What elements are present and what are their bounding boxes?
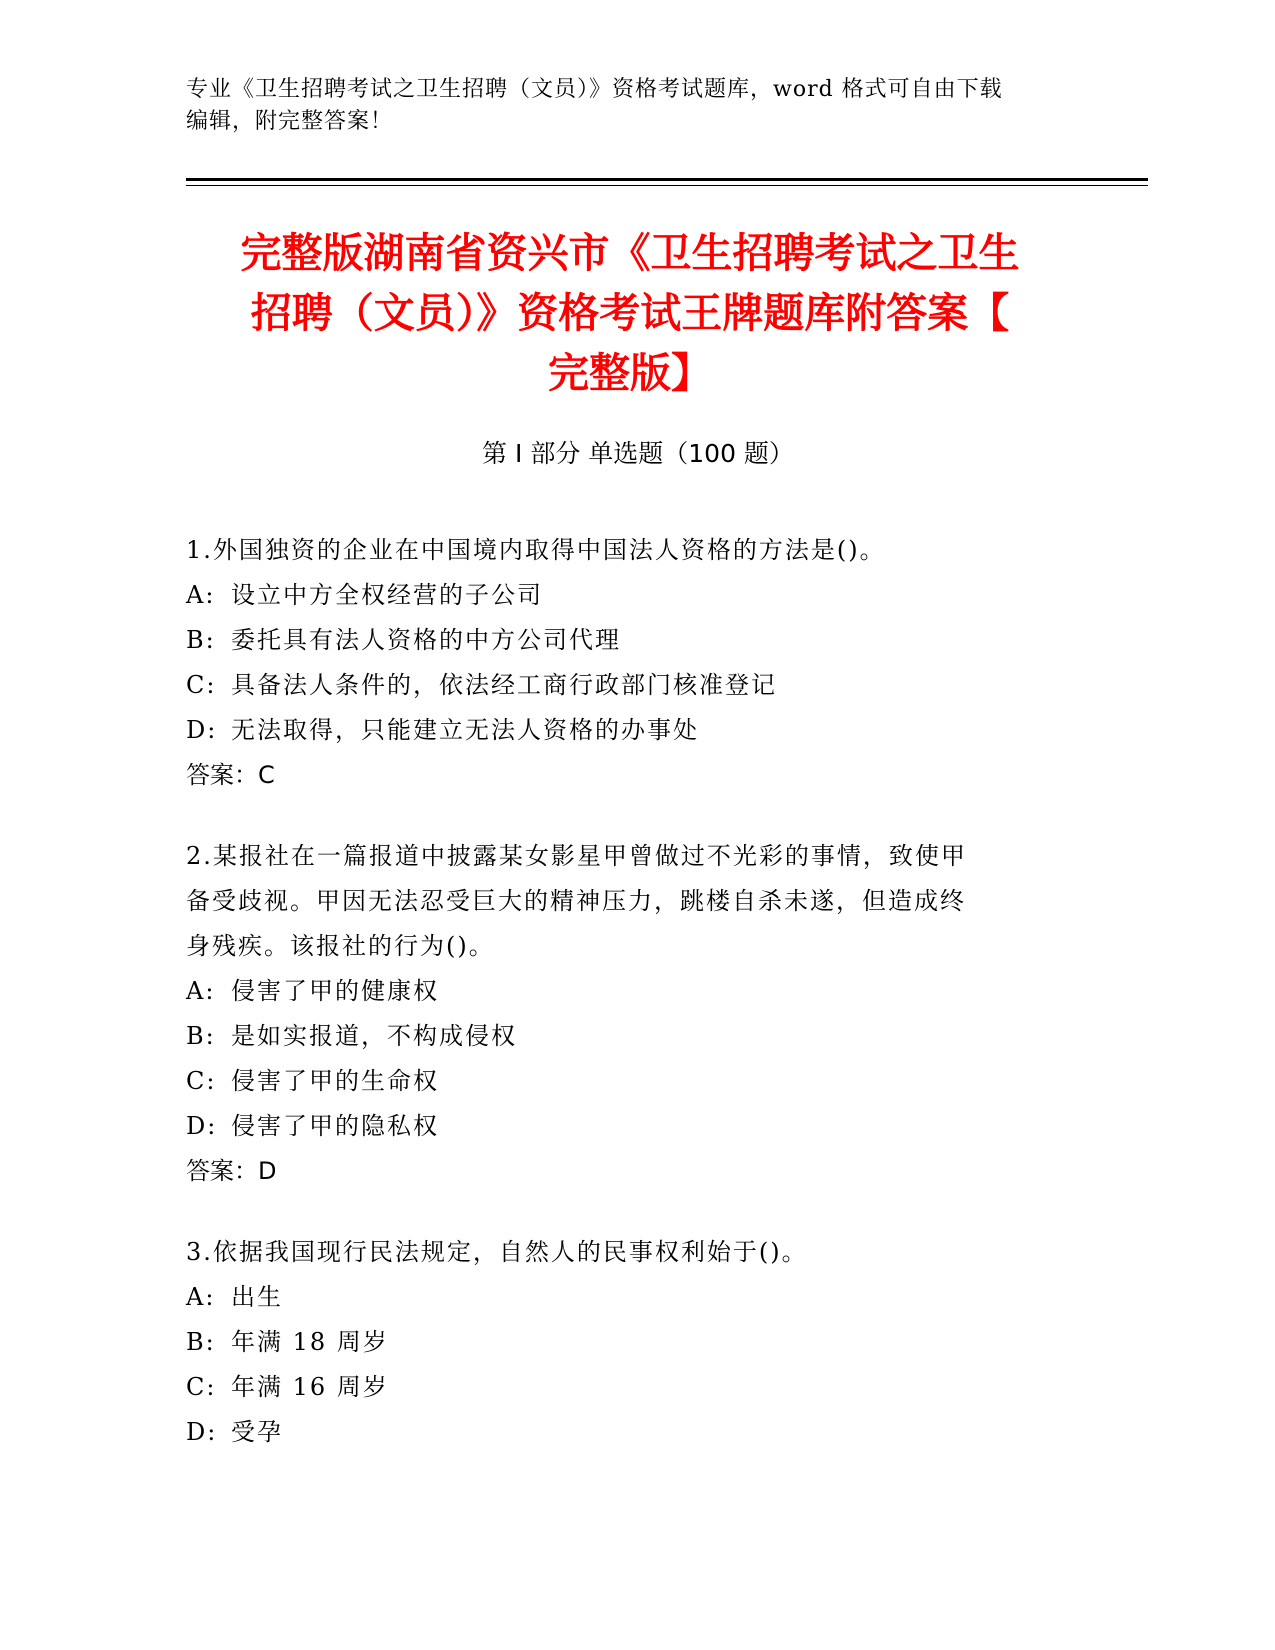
option-key: D: bbox=[186, 1418, 218, 1446]
option-text: 出生 bbox=[231, 1283, 283, 1311]
option-text: 年满 18 周岁 bbox=[231, 1328, 389, 1356]
option-c bbox=[186, 1365, 1066, 1410]
option-text: 具备法人条件的，依法经工商行政部门核准登记 bbox=[231, 671, 777, 699]
option-c bbox=[186, 663, 1066, 708]
question-stem-line-1: 2.某报社在一篇报道中披露某女影星甲曾做过不光彩的事情，致使甲 bbox=[186, 842, 967, 870]
option-d bbox=[186, 1104, 1066, 1149]
option-text: 侵害了甲的隐私权 bbox=[231, 1112, 439, 1140]
option-a bbox=[186, 1275, 1066, 1320]
option-text: 无法取得，只能建立无法人资格的办事处 bbox=[231, 716, 699, 744]
section-title: 第 I 部分 单选题（100 题） bbox=[482, 439, 794, 468]
question-list bbox=[186, 528, 1066, 1491]
answer-line: 答案：C bbox=[186, 761, 275, 789]
option-key: A: bbox=[186, 977, 216, 1005]
question-1 bbox=[186, 528, 1066, 798]
header-rule-thin bbox=[186, 185, 1148, 186]
option-key: C: bbox=[186, 671, 217, 699]
header-note-line-1: 专业《卫生招聘考试之卫生招聘（文员）》资格考试题库，word 格式可自由下载 bbox=[186, 77, 1003, 102]
question-stem-line-2: 备受歧视。甲因无法忍受巨大的精神压力，跳楼自杀未遂，但造成终 bbox=[186, 887, 966, 915]
option-d bbox=[186, 708, 1066, 753]
option-key: C: bbox=[186, 1067, 217, 1095]
answer-line: 答案：D bbox=[186, 1157, 277, 1185]
option-a bbox=[186, 969, 1066, 1014]
option-text: 设立中方全权经营的子公司 bbox=[231, 581, 543, 609]
option-text: 年满 16 周岁 bbox=[231, 1373, 389, 1401]
option-c bbox=[186, 1059, 1066, 1104]
option-b bbox=[186, 1320, 1066, 1365]
option-text: 侵害了甲的生命权 bbox=[231, 1067, 439, 1095]
option-b bbox=[186, 618, 1066, 663]
document-title-line-3: 完整版】 bbox=[548, 349, 712, 397]
question-stem-line-3: 身残疾。该报社的行为()。 bbox=[186, 932, 495, 960]
header-rule-thick bbox=[186, 178, 1148, 181]
option-text: 委托具有法人资格的中方公司代理 bbox=[231, 626, 621, 654]
option-key: C: bbox=[186, 1373, 217, 1401]
option-text: 是如实报道，不构成侵权 bbox=[231, 1022, 517, 1050]
question-stem: 1.外国独资的企业在中国境内取得中国法人资格的方法是()。 bbox=[186, 536, 886, 564]
document-title-line-2: 招聘（文员）》资格考试王牌题库附答案【 bbox=[250, 289, 1010, 337]
option-text: 侵害了甲的健康权 bbox=[231, 977, 439, 1005]
option-key: B: bbox=[186, 626, 216, 654]
option-d bbox=[186, 1410, 1066, 1455]
option-key: B: bbox=[186, 1328, 216, 1356]
option-b bbox=[186, 1014, 1066, 1059]
question-stem: 3.依据我国现行民法规定，自然人的民事权利始于()。 bbox=[186, 1238, 808, 1266]
header-note bbox=[186, 74, 1066, 138]
option-text: 受孕 bbox=[231, 1418, 283, 1446]
option-a bbox=[186, 573, 1066, 618]
option-key: D: bbox=[186, 716, 218, 744]
document-title-line-1: 完整版湖南省资兴市《卫生招聘考试之卫生 bbox=[240, 229, 1020, 277]
option-key: A: bbox=[186, 581, 216, 609]
question-3 bbox=[186, 1230, 1066, 1455]
question-2 bbox=[186, 834, 1066, 1194]
document-title bbox=[190, 223, 1070, 403]
header-note-line-2: 编辑，附完整答案！ bbox=[186, 109, 394, 134]
option-key: B: bbox=[186, 1022, 216, 1050]
option-key: D: bbox=[186, 1112, 218, 1140]
option-key: A: bbox=[186, 1283, 216, 1311]
